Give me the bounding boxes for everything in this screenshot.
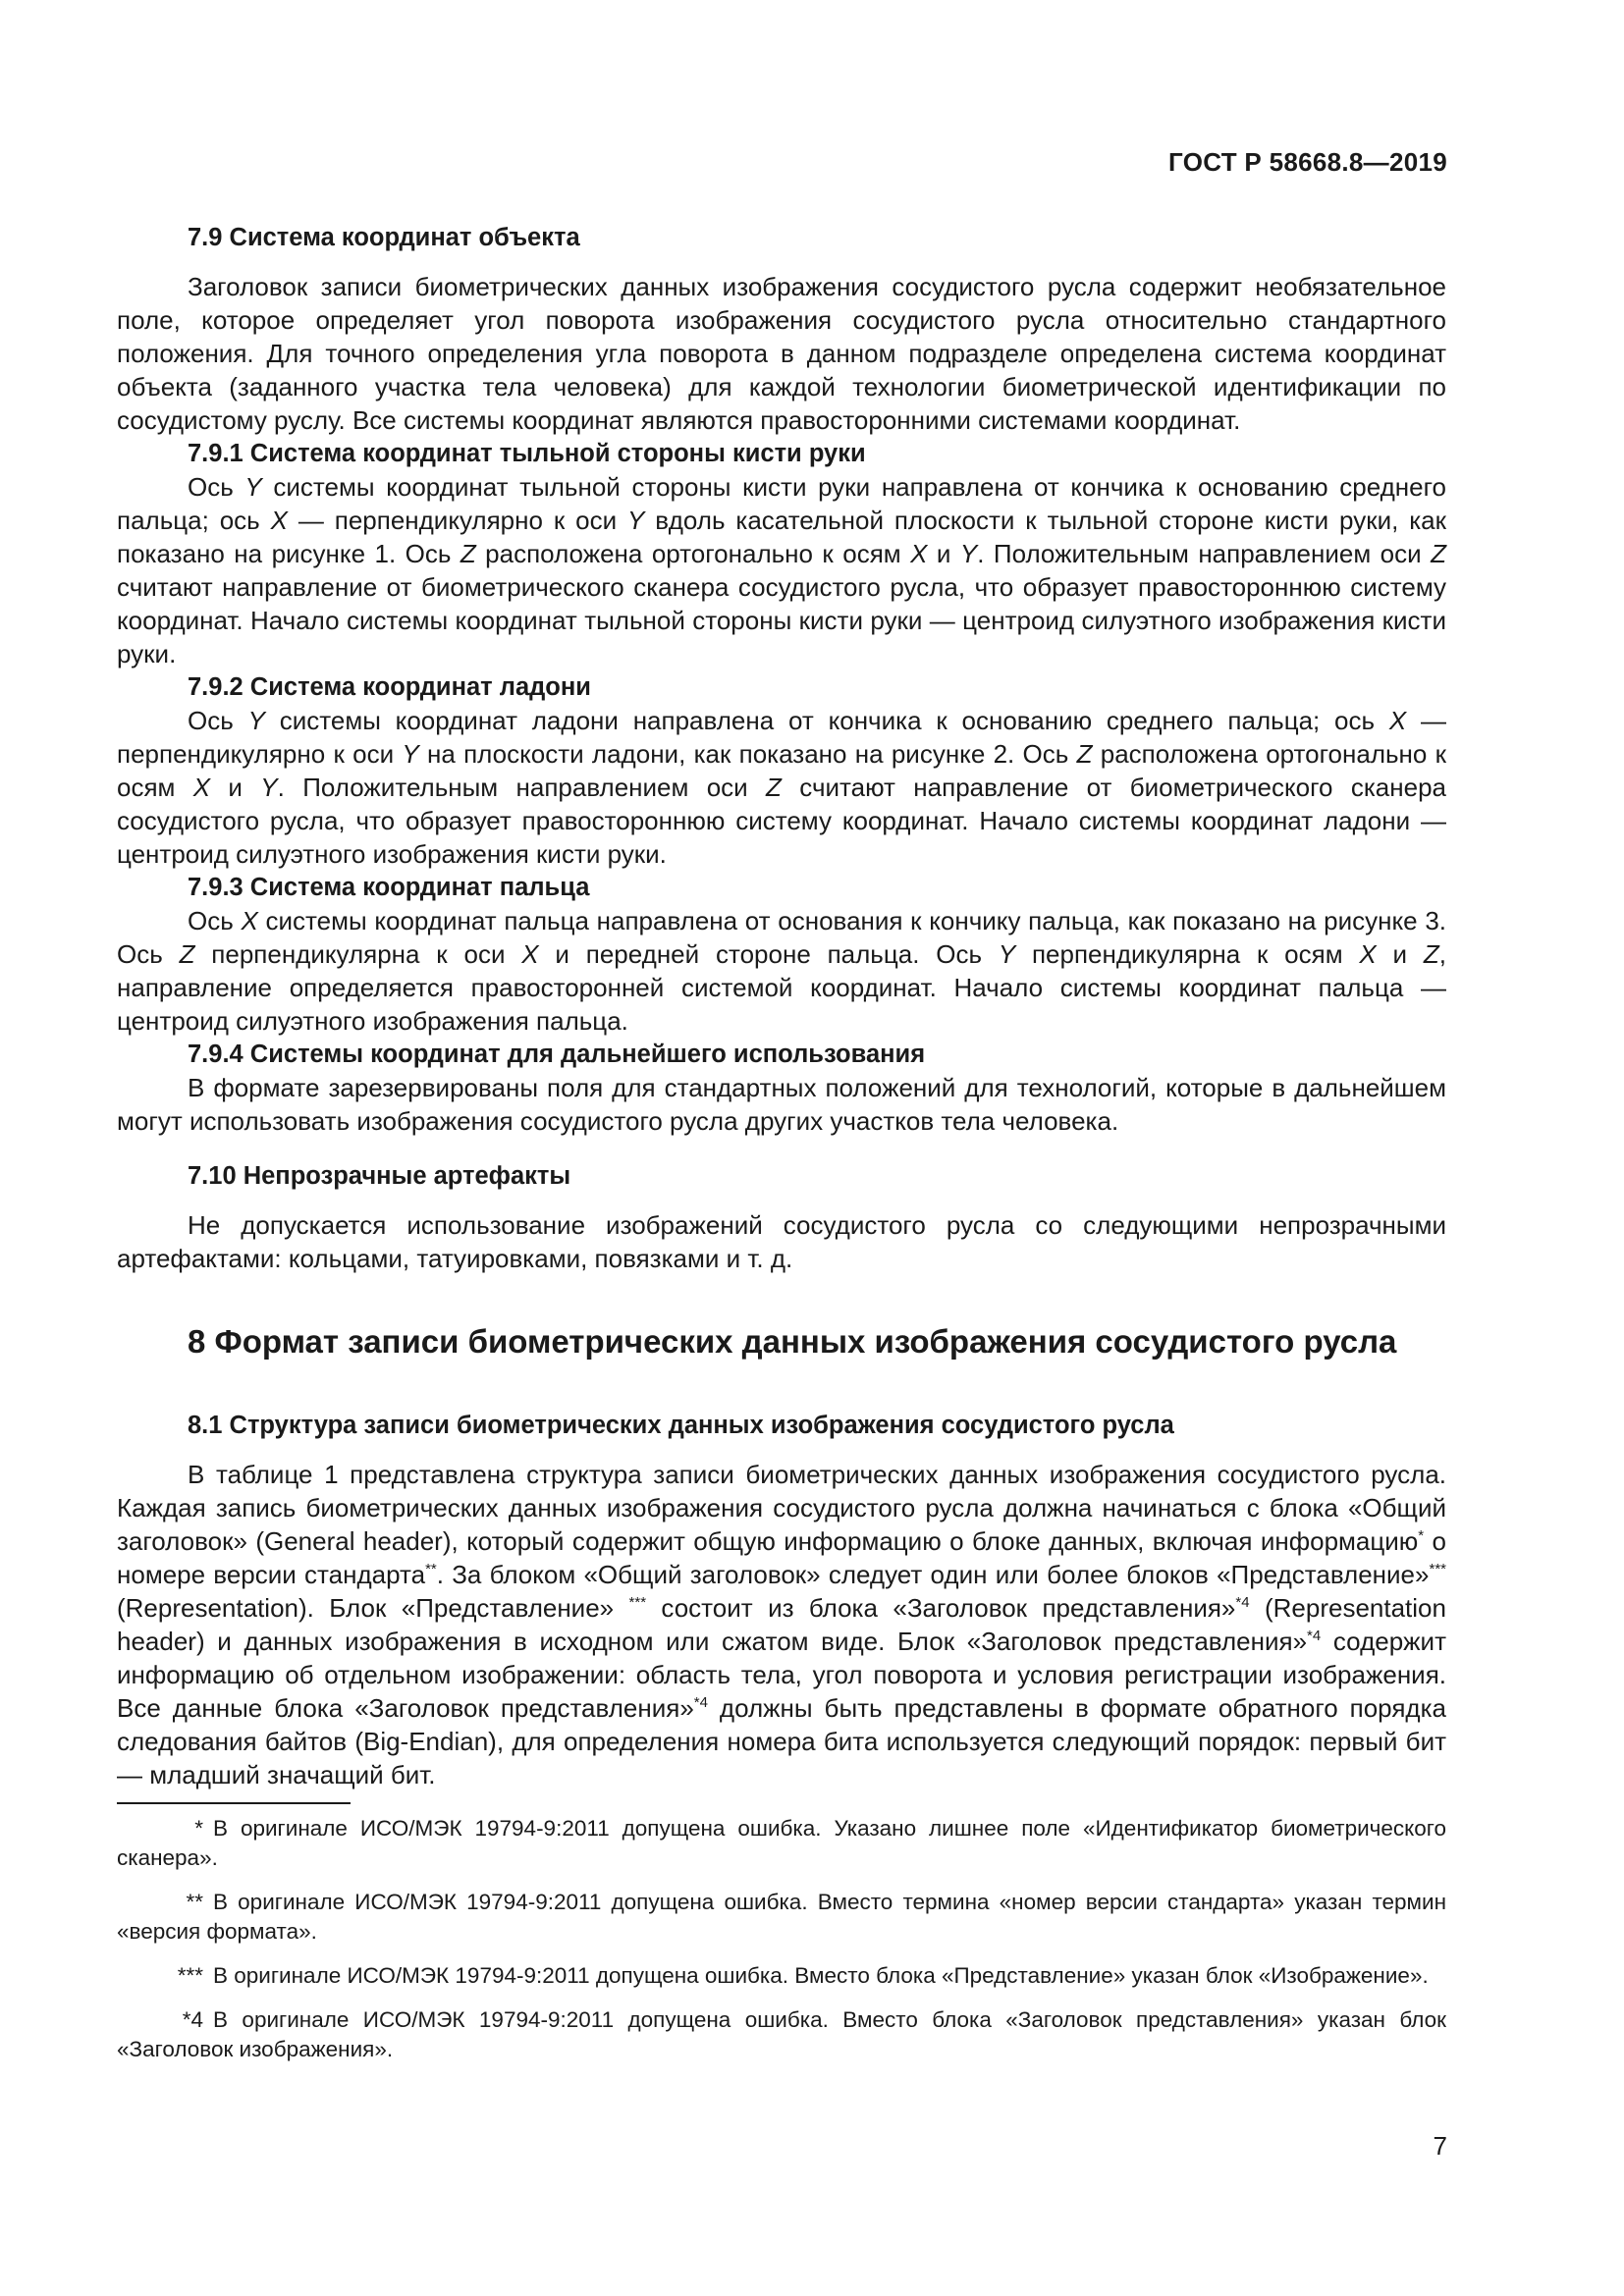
paragraph-7-10: Не допускается использование изображений сосудистого русла со следующими непрозрачными артефактами: кольцами, татуировками, повязками и т. д. xyxy=(117,1210,1446,1273)
footnote-mark: *** xyxy=(177,1963,203,1988)
paragraph-7-9-4: В формате зарезервированы поля для стандартных положений для технологий, которые в дальнейшем могут использовать изображения сосудистого русла других участков тела человека. xyxy=(117,1073,1446,1136)
footnote-mark: *4 xyxy=(182,2007,203,2032)
footnote-4: *4 В оригинале ИСО/МЭК 19794-9:2011 допущена ошибка. Вместо блока «Заголовок представления» указан блок «Заголовок изображения». xyxy=(117,2007,1446,2061)
heading-7-9-4: 7.9.4 Системы координат для дальнейшего использования xyxy=(188,1041,926,1068)
heading-7-10: 7.10 Непрозрачные артефакты xyxy=(188,1162,571,1190)
heading-7-9-1: 7.9.1 Система координат тыльной стороны кисти руки xyxy=(188,440,866,467)
footnotes xyxy=(117,1814,1446,2079)
footnote-separator xyxy=(117,1802,351,1804)
footnote-3: *** В оригинале ИСО/МЭК 19794-9:2011 допущена ошибка. Вместо блока «Представление» указан блок «Изображение». xyxy=(117,1961,1446,1991)
main-content xyxy=(117,221,1446,1791)
standard-code: ГОСТ Р 58668.8—2019 xyxy=(1168,147,1447,177)
footnote-1: * В оригинале ИСО/МЭК 19794-9:2011 допущена ошибка. Указано лишнее поле «Идентификатор биометрического сканера». xyxy=(117,1816,1446,1870)
heading-7-9-3: 7.9.3 Система координат пальца xyxy=(188,874,590,901)
heading-8: 8 Формат записи биометрических данных изображения сосудистого русла xyxy=(188,1323,1397,1360)
paragraph-7-9: Заголовок записи биометрических данных изображения сосудистого русла содержит необязательное поле, которое определяет угол поворота изображения сосудистого русла относительно стандартного положения. Для точного определения угла поворота в данном подразделе определена система координат объекта (заданного участка тела человека) для каждой технологии биометрической идентификации по сосудистому руслу. Все системы координат являются правосторонними системами координат. xyxy=(117,272,1446,435)
paragraph-8-1: В таблице 1 представлена структура записи биометрических данных изображения сосудистого русла. Каждая запись биометрических данных изображения сосудистого русла должна начинаться с блока «Общий заголовок» (General header), который содержит общую информацию о блоке данных, включая информацию* о номере версии стандарта**. За блоком «Общий заголовок» следует один или более блоков «Представление»*** (Representation). Блок «Представление» *** состоит из блока «Заголовок представления»$^{*4}$ (Representation header) и данных изображения в исходном или сжатом виде. Блок «Заголовок представления»$^{*4}$ содержит информацию об отдельном изображении: область тела, угол поворота и условия регистрации изображения. Все данные блока «Заголовок представления»$^{*4}$ должны быть представлены в формате обратного порядка следования байтов (Big-Endian), для определения номера бита используется следующий порядок: первый бит — младший значащий бит. xyxy=(117,1460,1447,1789)
paragraph-7-9-2: Ось Y системы координат ладони направлена от кончика к основанию среднего пальца; ось X — перпендикулярно к оси Y на плоскости ладони, как показано на рисунке 2. Ось Z расположена ортогонально к осям X и Y. Положительным направлением оси Z считают направление от биометрического сканера сосудистого русла, что образует правостороннюю систему координат. Начало системы координат ладони — центроид силуэтного изображения кисти руки. xyxy=(117,706,1446,869)
footnote-mark: * xyxy=(194,1816,203,1841)
page-number: 7 xyxy=(1433,2131,1447,2161)
heading-7-9: 7.9 Система координат объекта xyxy=(188,224,580,251)
footnote-2: ** В оригинале ИСО/МЭК 19794-9:2011 допущена ошибка. Вместо термина «номер версии стандарта» указан термин «версия формата». xyxy=(117,1890,1446,1944)
heading-7-9-2: 7.9.2 Система координат ладони xyxy=(188,673,591,701)
footnote-mark: ** xyxy=(186,1890,203,1914)
paragraph-7-9-1: Ось Y системы координат тыльной стороны кисти руки направлена от кончика к основанию среднего пальца; ось X — перпендикулярно к оси Y вдоль касательной плоскости к тыльной стороне кисти руки, как показано на рисунке 1. Ось Z расположена ортогонально к осям X и Y. Положительным направлением оси Z считают направление от биометрического сканера сосудистого русла, что образует правостороннюю систему координат. Начало системы координат тыльной стороны кисти руки — центроид силуэтного изображения кисти руки. xyxy=(117,472,1446,668)
paragraph-7-9-3: Ось X системы координат пальца направлена от основания к кончику пальца, как показано на рисунке 3. Ось Z перпендикулярна к оси X и передней стороне пальца. Ось Y перпендикулярна к осям X и Z, направление определяется правосторонней системой координат. Начало системы координат пальца — центроид силуэтного изображения пальца. xyxy=(117,906,1447,1036)
heading-8-1: 8.1 Структура записи биометрических данных изображения сосудистого русла xyxy=(188,1412,1174,1439)
